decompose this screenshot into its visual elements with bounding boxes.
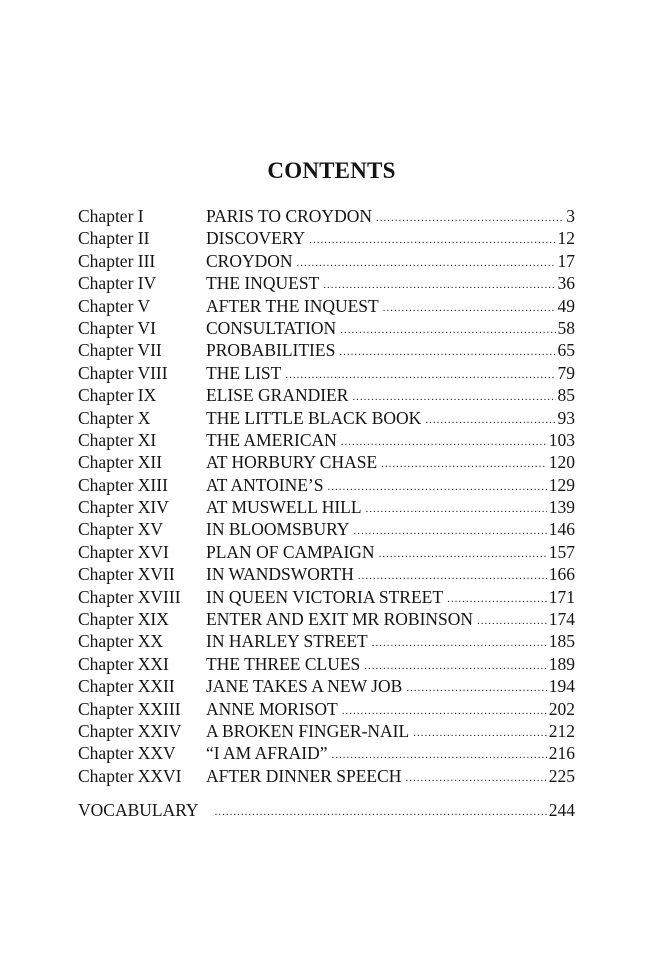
chapter-title: “I AM AFRAID” (206, 743, 328, 764)
chapter-page-number: 49 (557, 295, 575, 316)
chapter-page-number: 189 (548, 653, 575, 674)
chapter-title: THE THREE CLUES (206, 653, 361, 674)
toc-entry (78, 765, 575, 787)
chapter-title: A BROKEN FINGER-NAIL (206, 720, 410, 741)
chapter-label: Chapter XXIII (78, 698, 181, 719)
toc-entry (78, 675, 575, 697)
chapter-title: CROYDON (206, 250, 293, 271)
toc-entry (78, 653, 575, 675)
chapter-label: Chapter IX (78, 385, 157, 406)
dot-leader (364, 655, 546, 677)
toc-entry (78, 698, 575, 720)
dot-leader (332, 744, 547, 766)
dot-leader (383, 297, 556, 319)
chapter-title: ELISE GRANDIER (206, 385, 349, 406)
chapter-page-number: 36 (557, 273, 575, 294)
toc-entry (78, 205, 575, 227)
chapter-label: Chapter XIV (78, 497, 169, 518)
chapter-title: AFTER THE INQUEST (206, 295, 379, 316)
dot-leader (352, 386, 555, 408)
chapter-title: IN QUEEN VICTORIA STREET (206, 586, 444, 607)
chapter-page-number: 225 (548, 765, 575, 786)
toc-entry (78, 541, 575, 563)
chapter-label: Chapter XVII (78, 564, 175, 585)
dot-leader (339, 341, 555, 363)
chapter-page-number: 202 (548, 698, 575, 719)
chapter-title: IN WANDSWORTH (206, 564, 354, 585)
chapter-page-number: 216 (548, 743, 575, 764)
dot-leader (413, 722, 547, 744)
dot-leader (297, 252, 556, 274)
chapter-page-number: 194 (548, 676, 575, 697)
chapter-label: Chapter XXIV (78, 720, 182, 741)
chapter-page-number: 79 (557, 362, 575, 383)
chapter-label: Chapter VI (78, 317, 156, 338)
chapter-page-number: 185 (548, 631, 575, 652)
chapter-title: PARIS TO CROYDON (206, 206, 372, 226)
dot-leader (358, 565, 547, 587)
chapter-label: Chapter XX (78, 631, 164, 652)
toc-entry (78, 496, 575, 518)
dot-leader (405, 767, 546, 789)
chapter-title: AT HORBURY CHASE (206, 452, 378, 473)
chapter-label: Chapter XII (78, 452, 163, 473)
chapter-page-number: 166 (548, 564, 575, 585)
chapter-title: IN HARLEY STREET (206, 631, 368, 652)
toc-entry (78, 295, 575, 317)
toc-entry (78, 429, 575, 451)
chapter-label: Chapter III (78, 250, 156, 271)
chapter-label: Chapter V (78, 295, 151, 316)
chapter-page-number: 146 (548, 519, 575, 540)
chapter-label: Chapter XV (78, 519, 164, 540)
dot-leader (327, 476, 546, 498)
chapter-title: THE LITTLE BLACK BOOK (206, 407, 422, 428)
chapter-page-number: 120 (548, 452, 575, 473)
chapter-label: Chapter XXI (78, 653, 169, 674)
chapter-page-number: 171 (548, 586, 575, 607)
chapter-page-number: 12 (557, 228, 575, 249)
chapter-page-number: 58 (557, 317, 575, 338)
chapter-title: DISCOVERY (206, 228, 306, 249)
dot-leader (379, 543, 547, 565)
chapter-page-number: 17 (557, 250, 575, 271)
dot-leader (406, 677, 546, 699)
chapter-page-number: 139 (548, 497, 575, 518)
chapter-title: PLAN OF CAMPAIGN (206, 541, 375, 562)
chapter-label: Chapter VIII (78, 362, 168, 383)
chapter-page-number: 3 (566, 206, 575, 226)
toc-entry (78, 518, 575, 540)
chapter-title: JANE TAKES A NEW JOB (206, 676, 403, 697)
toc-entry (78, 384, 575, 406)
chapter-title: THE LIST (206, 362, 282, 383)
toc-entry (78, 563, 575, 585)
dot-leader (215, 801, 547, 823)
chapter-label: Chapter XXVI (78, 765, 182, 786)
dot-leader (340, 319, 555, 341)
chapter-label: Chapter XIII (78, 474, 168, 495)
toc-entry (78, 474, 575, 496)
dot-leader (341, 431, 547, 453)
toc-entry (78, 362, 575, 384)
dot-leader (477, 610, 547, 632)
chapter-label: Chapter IV (78, 273, 157, 294)
dot-leader (372, 632, 547, 654)
chapter-page-number: 103 (548, 429, 575, 450)
dot-leader (366, 498, 547, 520)
dot-leader (376, 207, 564, 229)
toc-entry (78, 451, 575, 473)
chapter-label: Chapter XVIII (78, 586, 181, 607)
chapter-label: Chapter VII (78, 340, 162, 361)
vocabulary-page-number: 244 (548, 800, 575, 820)
chapter-title: PROBABILITIES (206, 340, 336, 361)
toc-entry (78, 630, 575, 652)
vocabulary-entry (78, 799, 575, 824)
dot-leader (447, 588, 547, 610)
toc-entry (78, 227, 575, 249)
table-of-contents (78, 205, 575, 787)
chapter-label: Chapter II (78, 228, 150, 249)
chapter-page-number: 93 (557, 407, 575, 428)
chapter-title: ANNE MORISOT (206, 698, 338, 719)
chapter-page-number: 157 (548, 541, 575, 562)
chapter-page-number: 174 (548, 609, 575, 630)
chapter-title: CONSULTATION (206, 317, 337, 338)
chapter-title: IN BLOOMSBURY (206, 519, 350, 540)
toc-entry (78, 742, 575, 764)
chapter-title: AT ANTOINE’S (206, 474, 324, 495)
chapter-page-number: 85 (557, 385, 575, 406)
chapter-label: Chapter X (78, 407, 151, 428)
toc-entry (78, 407, 575, 429)
chapter-page-number: 129 (548, 474, 575, 495)
dot-leader (425, 409, 555, 431)
chapter-label: Chapter XI (78, 429, 157, 450)
dot-leader (323, 274, 555, 296)
dot-leader (285, 364, 555, 386)
toc-entry (78, 250, 575, 272)
dot-leader (381, 453, 547, 475)
page-title: CONTENTS (267, 158, 396, 183)
dot-leader (342, 700, 547, 722)
chapter-title: AFTER DINNER SPEECH (206, 765, 402, 786)
vocabulary-label: VOCABULARY (78, 800, 199, 820)
chapter-label: Chapter XIX (78, 609, 169, 630)
chapter-label: Chapter I (78, 206, 144, 226)
chapter-title: THE INQUEST (206, 273, 320, 294)
dot-leader (353, 520, 546, 542)
toc-entry (78, 586, 575, 608)
toc-entry (78, 608, 575, 630)
chapter-label: Chapter XVI (78, 541, 169, 562)
chapter-title: THE AMERICAN (206, 429, 337, 450)
toc-entry (78, 339, 575, 361)
chapter-title: AT MUSWELL HILL (206, 497, 362, 518)
toc-entry (78, 317, 575, 339)
chapter-label: Chapter XXII (78, 676, 175, 697)
toc-entry (78, 720, 575, 742)
dot-leader (309, 229, 555, 251)
chapter-label: Chapter XXV (78, 743, 176, 764)
chapter-page-number: 65 (557, 340, 575, 361)
chapter-title: ENTER AND EXIT MR ROBINSON (206, 609, 474, 630)
toc-entry (78, 272, 575, 294)
chapter-page-number: 212 (548, 720, 575, 741)
